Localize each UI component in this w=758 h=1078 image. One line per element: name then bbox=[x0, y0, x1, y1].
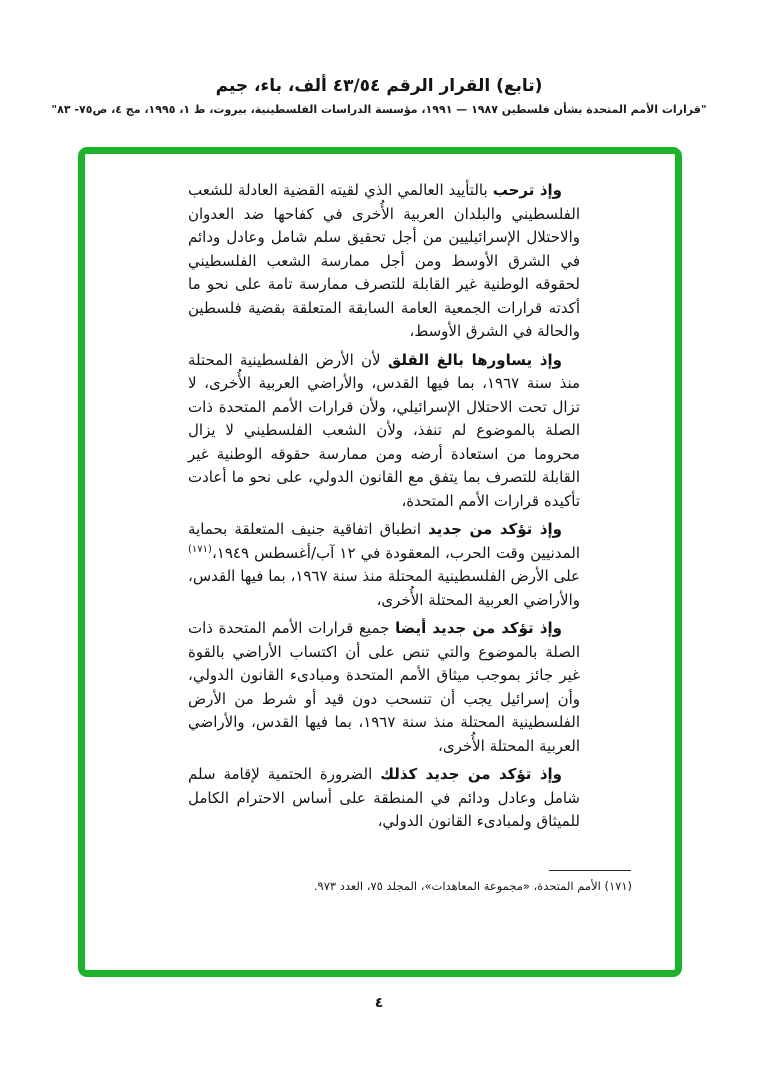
preambular-paragraph bbox=[188, 179, 580, 344]
paragraph-text: جميع قرارات الأمم المتحدة ذات الصلة بالموضوع والتي تنص على أن اكتساب الأراضي بالقوة غير جائز بموجب ميثاق الأمم المتحدة ومبادىء القانون الدولي، وأن إسرائيل يجب أن تنسحب دون قيد أو شرط من الأرض الفلسطينية المحتلة منذ سنة ١٩٦٧، بما فيها القدس، والأراضي العربية المحتلة الأُخرى، bbox=[188, 619, 580, 755]
paragraph-text: على الأرض الفلسطينية المحتلة منذ سنة ١٩٦٧، بما فيها القدس، والأراضي العربية المحتلة الأُخرى، bbox=[188, 567, 580, 609]
footnote-separator-rule bbox=[549, 870, 631, 871]
preambular-paragraph bbox=[188, 349, 580, 514]
resolution-body-text bbox=[188, 179, 580, 839]
paragraph-text: انطباق اتفاقية جنيف المتعلقة بحماية المدنيين وقت الحرب، المعقودة في ١٢ آب/أغسطس ١٩٤٩، bbox=[188, 520, 580, 562]
paragraph-text: بالتأييد العالمي الذي لقيته القضية العادلة للشعب الفلسطيني والبلدان العربية الأُخرى في كفاحها ضد العدوان والاحتلال الإسرائيليين من أجل تحقيق سلم شامل وعادل ودائم في الشرق الأوسط ومن أجل ممارسة الشعب الفلسطيني لحقوقه الوطنية غير القابلة للتصرف ممارسة تامة على نحو ما أكدته قرارات الجمعية العامة السابقة المتعلقة بقضية فلسطين والحالة في الشرق الأوسط، bbox=[188, 181, 580, 340]
page-number: ٤ bbox=[374, 995, 384, 1011]
footnote-text: (١٧١) الأمم المتحدة، «مجموعة المعاهدات»، المجلد ٧٥، العدد ٩٧٣. bbox=[313, 879, 632, 893]
source-citation-line: "قرارات الأمم المتحدة بشأن فلسطين ١٩٨٧ — ١٩٩١، مؤسسة الدراسات الفلسطينية، بيروت، ط ١، ١٩٩٥، مج ٤، ص٧٥- ٨٣" bbox=[51, 103, 707, 116]
paragraph-lead-phrase: وإذ يساورها بالغ القلق bbox=[387, 350, 562, 369]
paragraph-lead-phrase: وإذ تؤكد من جديد bbox=[428, 520, 562, 538]
preambular-paragraph bbox=[188, 518, 580, 612]
preambular-paragraph bbox=[188, 763, 580, 834]
paragraph-text: الضرورة الحتمية لإقامة سلم شامل وعادل ودائم في المنطقة على أساس الاحترام الكامل للميثاق ولمبادىء القانون الدولي، bbox=[188, 765, 580, 830]
paragraph-lead-phrase: وإذ ترحب bbox=[492, 181, 562, 199]
paragraph-lead-phrase: وإذ تؤكد من جديد كذلك bbox=[380, 765, 562, 783]
paragraph-lead-phrase: وإذ تؤكد من جديد أيضا bbox=[395, 619, 562, 637]
paragraph-text: لأن الأرض الفلسطينية المحتلة منذ سنة ١٩٦٧، بما فيها القدس، والأراضي العربية الأُخرى، لا تزال تحت الاحتلال الإسرائيلي، ولأن قرارات الأمم المتحدة ذات الصلة بالموضوع لم تنفذ، ولأن الشعب الفلسطيني لا يزال محروما من استعادة أرضه ومن ممارسة حقوقه الوطنية غير القابلة للتصرف بما يتفق مع القانون الدولي، على نحو ما أعادت تأكيده قرارات الأمم المتحدة، bbox=[188, 350, 581, 510]
footnote-reference-marker: (١٧١) bbox=[188, 543, 212, 555]
preambular-paragraph bbox=[188, 617, 580, 758]
resolution-title: (تابع) القرار الرقم ٤٣/٥٤ ألف، باء، جيم bbox=[215, 76, 543, 96]
page-header bbox=[0, 76, 758, 116]
